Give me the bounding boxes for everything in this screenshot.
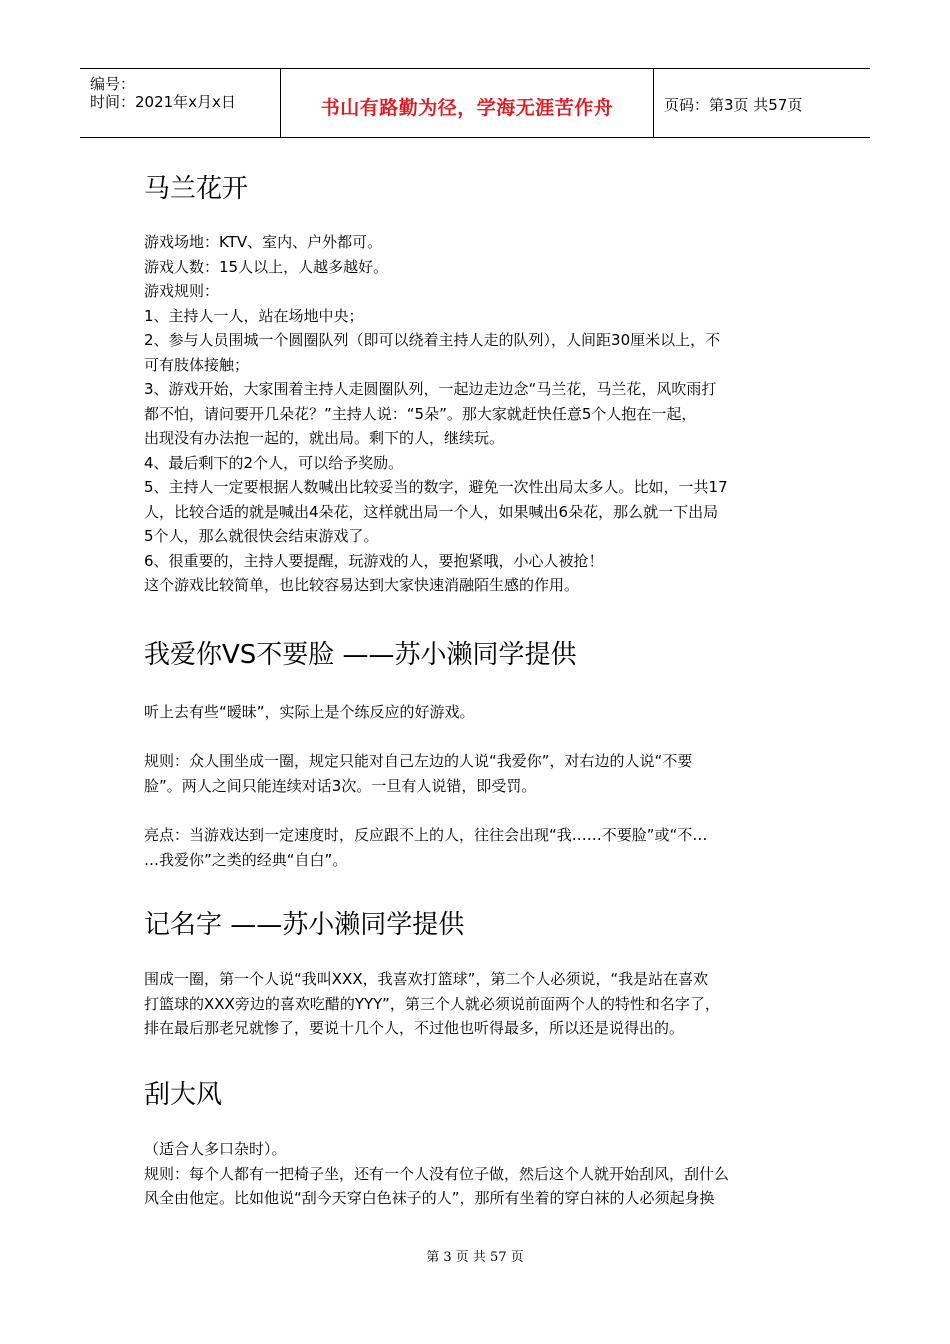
header-page-cell (654, 69, 870, 137)
text-line: 风全由他定。比如他说“刮今天穿白色袜子的人”，那所有坐着的穿白袜的人必须起身换 (144, 1189, 715, 1207)
serial-label: 编号： (90, 75, 136, 93)
text-line: 游戏场地：KTV、室内、户外都可。 (144, 233, 383, 251)
text-line: 人，比较合适的就是喊出4朵花，这样就出局一个人，如果喊出6朵花，那么就一下出局 (144, 502, 719, 521)
text-line: 3、游戏开始，大家围着主持人走圆圈队列，一起边走边念“马兰花，马兰花，风吹雨打 (144, 380, 717, 398)
section-title-malanhuakai: 马兰花开 (144, 174, 249, 204)
date-label: 时间：2021年x月x日 (90, 93, 236, 111)
text-line: 规则：每个人都有一把椅子坐，还有一个人没有位子做，然后这个人就开始刮风，刮什么 (144, 1164, 730, 1183)
header-motto-cell (281, 69, 654, 137)
text-line: （适合人多口杂时）。 (144, 1140, 287, 1158)
text-line: 脸”。两人之间只能连续对话3次。一旦有人说错，即受罚。 (144, 776, 537, 795)
text-line: 可有肢体接触； (144, 355, 250, 374)
page-info: 页码：第3页 共57页 (664, 96, 803, 114)
page-header (80, 68, 870, 138)
text-line: 4、最后剩下的2个人，可以给予奖励。 (144, 453, 404, 472)
motto-text: 书山有路勤为径，学海无涯苦作舟 (320, 97, 614, 119)
text-line: 1、主持人一人，站在场地中央； (144, 306, 364, 325)
text-line: 6、很重要的，主持人要提醒，玩游戏的人，要抱紧哦，小心人被抢！ (144, 551, 604, 570)
text-line: 出现没有办法抱一起的，就出局。剩下的人，继续玩。 (144, 429, 505, 447)
text-line: 都不怕，请问要开几朵花？”主持人说：“5朵”。那大家就赶快任意5个人抱在一起， (144, 404, 697, 423)
text-line: 听上去有些“暧昧”，实际上是个练反应的好游戏。 (144, 703, 475, 721)
section-title-jimingzi: 记名字 ——苏小濑同学提供 (144, 910, 465, 940)
text-line: 打篮球的XXX旁边的喜欢吃醋的YYY”，第三个人就必须说前面两个人的特性和名字了， (144, 994, 720, 1013)
text-line: 2、参与人员围城一个圆圈队列（即可以绕着主持人走的队列），人间距30厘米以上，不 (144, 331, 721, 349)
section-title-guadafeng: 刮大风 (144, 1080, 223, 1110)
text-line: 5个人，那么就很快会结束游戏了。 (144, 527, 379, 545)
section-body-jimingzi (144, 967, 809, 1041)
header-info-cell (80, 69, 281, 137)
section-rules-woaini (144, 749, 809, 798)
text-line: 亮点：当游戏达到一定速度时，反应跟不上的人，往往会出现“我……不要脸”或“不… (144, 826, 708, 844)
section-intro-woaini (144, 700, 809, 725)
text-line: 规则：众人围坐成一圈，规定只能对自己左边的人说“我爱你”，对右边的人说“不要 (144, 752, 693, 770)
text-line: 排在最后那老兄就惨了，要说十几个人，不过他也听得最多，所以还是说得出的。 (144, 1019, 685, 1037)
text-line: …我爱你”之类的经典“自白”。 (144, 850, 348, 869)
section-body-guadafeng (144, 1137, 809, 1211)
text-line: 游戏人数：15人以上，人越多越好。 (144, 257, 389, 276)
text-line: 游戏规则： (144, 282, 220, 300)
section-highlight-woaini (144, 823, 809, 872)
page-footer: 第 3 页 共 57 页 (426, 1250, 524, 1265)
text-line: 这个游戏比较简单，也比较容易达到大家快速消融陌生感的作用。 (144, 576, 580, 594)
section-body-malanhuakai (144, 230, 809, 598)
section-title-woaini: 我爱你VS不要脸 ——苏小濑同学提供 (144, 640, 577, 670)
text-line: 5、主持人一定要根据人数喊出比较妥当的数字，避免一次性出局太多人。比如，一共17 (144, 478, 728, 496)
text-line: 围成一圈，第一个人说“我叫XXX，我喜欢打篮球”，第二个人必须说，“我是站在喜欢 (144, 970, 709, 988)
